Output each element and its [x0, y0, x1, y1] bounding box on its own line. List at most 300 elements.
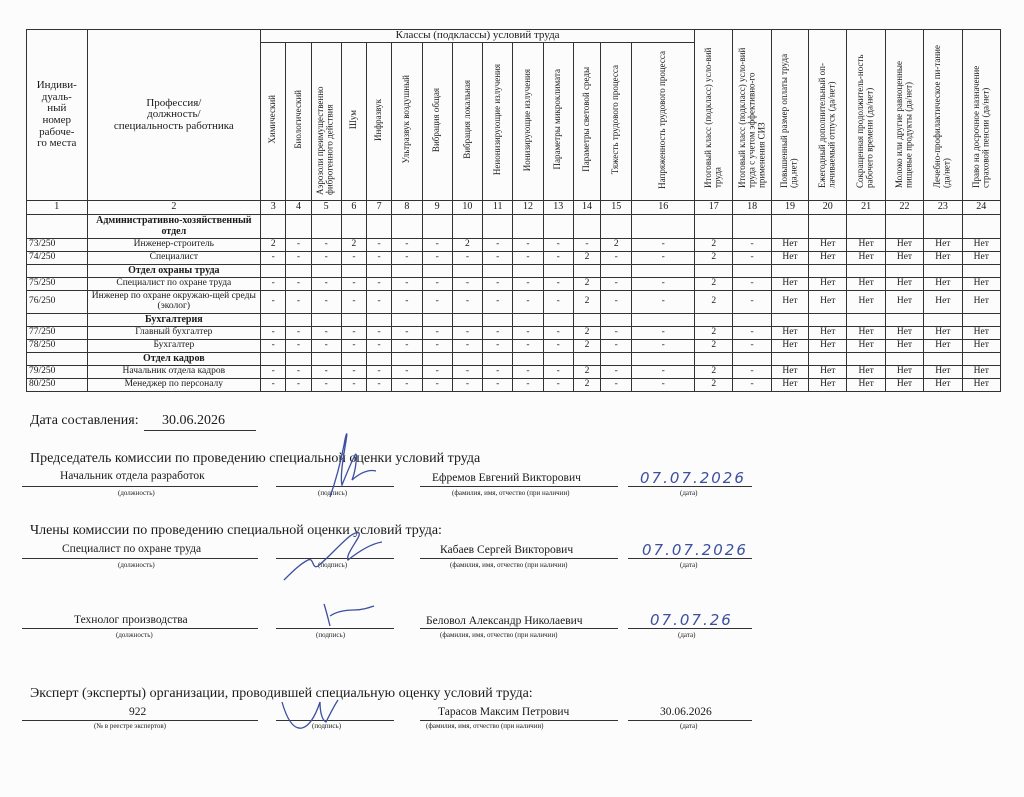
- department-name: Бухгалтерия: [87, 314, 261, 327]
- date-label: Дата составления:: [30, 413, 139, 428]
- table-cell: -: [733, 291, 771, 314]
- table-cell: -: [513, 252, 543, 265]
- table-cell: 2: [695, 366, 733, 379]
- cell-empty: [601, 314, 632, 327]
- table-cell: -: [392, 291, 422, 314]
- workplace-id: 79/250: [27, 366, 88, 379]
- cell-empty: [341, 215, 366, 239]
- table-cell: -: [601, 252, 632, 265]
- table-cell: -: [632, 366, 695, 379]
- chair-date-caption: (дата): [680, 489, 698, 497]
- column-number: 3: [261, 201, 286, 215]
- table-cell: -: [392, 239, 422, 252]
- cell-empty: [771, 314, 808, 327]
- table-cell: -: [543, 278, 573, 291]
- member2-name: Беловол Александр Николаевич: [426, 615, 583, 627]
- cell-empty: [422, 265, 452, 278]
- table-cell: 2: [573, 327, 600, 340]
- table-cell: -: [286, 340, 311, 353]
- table-row: [27, 239, 1001, 252]
- table-cell: Нет: [962, 291, 1001, 314]
- col-header-text: Неионизирующие излучения: [491, 64, 502, 176]
- table-cell: Нет: [809, 239, 847, 252]
- table-cell: 2: [573, 379, 600, 392]
- table-cell: -: [632, 379, 695, 392]
- cell-empty: [286, 314, 311, 327]
- table-cell: -: [483, 278, 513, 291]
- cell-empty: [513, 314, 543, 327]
- cell-empty: [573, 314, 600, 327]
- table-cell: -: [733, 239, 771, 252]
- expert-fio-caption: (фамилия, имя, отчество (при наличии): [426, 722, 544, 730]
- col-header-text: Лечебно-профилактическое пи-тание (да/нет): [932, 45, 952, 189]
- table-cell: -: [311, 327, 341, 340]
- cell-empty: [392, 265, 422, 278]
- table-cell: Нет: [885, 327, 923, 340]
- cell-empty: [261, 314, 286, 327]
- table-cell: -: [367, 327, 392, 340]
- col-header-text: Шум: [348, 110, 359, 130]
- cell-empty: [367, 353, 392, 366]
- cell-empty: [885, 353, 923, 366]
- table-cell: 2: [573, 366, 600, 379]
- col-header-text: Повышенный размер оплаты труда (да,нет): [779, 54, 799, 189]
- table-cell: Нет: [771, 291, 808, 314]
- table-cell: -: [483, 291, 513, 314]
- table-cell: -: [483, 252, 513, 265]
- members-title: Члены комиссии по проведению специальной оценки условий труда:: [30, 523, 442, 538]
- workplace-id: 76/250: [27, 291, 88, 314]
- cell-empty: [924, 353, 962, 366]
- column-number: 5: [311, 201, 341, 215]
- table-cell: -: [422, 252, 452, 265]
- table-cell: 2: [601, 239, 632, 252]
- cell-empty: [733, 314, 771, 327]
- table-row: [27, 252, 1001, 265]
- table-cell: -: [632, 278, 695, 291]
- col-header-15: [601, 43, 632, 201]
- table-cell: -: [483, 379, 513, 392]
- cell-empty: [847, 314, 885, 327]
- cell-empty: [632, 314, 695, 327]
- table-cell: -: [286, 379, 311, 392]
- cell-empty: [632, 265, 695, 278]
- expert-reg-no: 922: [129, 706, 147, 718]
- table-cell: -: [392, 366, 422, 379]
- table-cell: -: [543, 239, 573, 252]
- table-cell: Нет: [962, 379, 1001, 392]
- table-cell: -: [422, 366, 452, 379]
- cell-empty: [601, 215, 632, 239]
- col-header-23: [924, 30, 962, 201]
- table-cell: Нет: [847, 278, 885, 291]
- table-row: [27, 340, 1001, 353]
- table-cell: Нет: [809, 366, 847, 379]
- table-cell: -: [311, 252, 341, 265]
- table-cell: 2: [695, 327, 733, 340]
- cell-empty: [543, 314, 573, 327]
- member1-date-caption: (дата): [680, 561, 698, 569]
- cell-empty: [573, 265, 600, 278]
- table-cell: -: [286, 278, 311, 291]
- table-cell: -: [513, 239, 543, 252]
- column-number: 7: [367, 201, 392, 215]
- cell-empty: [392, 353, 422, 366]
- cell-empty: [809, 215, 847, 239]
- table-cell: 2: [695, 252, 733, 265]
- table-cell: -: [286, 239, 311, 252]
- col-header-8: [392, 43, 422, 201]
- chair-position: Начальник отдела разработок: [60, 470, 205, 482]
- cell-empty: [261, 353, 286, 366]
- col-header-text: Итоговый класс (подкласс) усло-вий труда: [703, 47, 723, 189]
- cell-empty: [286, 215, 311, 239]
- chair-title: Председатель комиссии по проведению специальной оценки условий труда: [30, 451, 481, 466]
- column-number: 1: [27, 201, 88, 215]
- table-cell: -: [392, 340, 422, 353]
- cell-empty: [452, 353, 482, 366]
- table-cell: 2: [695, 239, 733, 252]
- col-header-text: Молоко или другие равноценные пищевые продукты (да/нет): [893, 61, 914, 189]
- table-cell: -: [543, 252, 573, 265]
- col-header-17: [695, 30, 733, 201]
- table-cell: -: [483, 239, 513, 252]
- cell-empty: [483, 353, 513, 366]
- cell-empty: [924, 314, 962, 327]
- column-number: 10: [452, 201, 482, 215]
- cell-empty: [962, 265, 1001, 278]
- column-number: 13: [543, 201, 573, 215]
- column-number: 15: [601, 201, 632, 215]
- col-header-7: [367, 43, 392, 201]
- table-cell: -: [311, 278, 341, 291]
- col-header-4: [286, 43, 311, 201]
- cell-empty: [261, 215, 286, 239]
- table-cell: -: [367, 252, 392, 265]
- table-cell: Нет: [771, 239, 808, 252]
- cell-empty: [543, 265, 573, 278]
- expert-signature: [276, 694, 346, 736]
- cell-empty: [809, 314, 847, 327]
- cell-empty: [695, 314, 733, 327]
- profession-name: Бухгалтер: [87, 340, 261, 353]
- table-cell: -: [483, 340, 513, 353]
- table-cell: 2: [695, 340, 733, 353]
- table-cell: Нет: [809, 327, 847, 340]
- col-header-text: Параметры световой среды: [581, 67, 592, 173]
- col-header-text: Аэрозоли преимущественно фиброгенного действия: [315, 86, 336, 195]
- table-cell: -: [543, 366, 573, 379]
- table-cell: Нет: [962, 252, 1001, 265]
- col-header-text: Ультразвук воздушный: [401, 75, 412, 165]
- cell-empty: [422, 314, 452, 327]
- member2-signature-caption: (подпись): [316, 631, 346, 639]
- cell-empty: [601, 353, 632, 366]
- col-header-text: Вибрация общая: [431, 87, 442, 152]
- chair-name: Ефремов Евгений Викторович: [432, 472, 581, 484]
- table-cell: Нет: [771, 278, 808, 291]
- cell-empty: [452, 215, 482, 239]
- table-cell: -: [341, 366, 366, 379]
- table-cell: -: [341, 252, 366, 265]
- cell-empty: [733, 215, 771, 239]
- cell-empty: [632, 215, 695, 239]
- col-header-19: [771, 30, 808, 201]
- column-number: 4: [286, 201, 311, 215]
- column-number: 11: [483, 201, 513, 215]
- table-cell: Нет: [962, 366, 1001, 379]
- cell-empty: [573, 353, 600, 366]
- cell-empty: [695, 353, 733, 366]
- table-cell: -: [392, 379, 422, 392]
- profession-name: Менеджер по персоналу: [87, 379, 261, 392]
- table-cell: -: [367, 278, 392, 291]
- member1-signature: [278, 522, 388, 587]
- cell-empty: [924, 265, 962, 278]
- column-number: 24: [962, 201, 1001, 215]
- department-row: [27, 353, 1001, 366]
- cell-empty: [601, 265, 632, 278]
- profession-name: Специалист по охране труда: [87, 278, 261, 291]
- workplace-id: 80/250: [27, 379, 88, 392]
- column-number: 6: [341, 201, 366, 215]
- cell-empty: [885, 215, 923, 239]
- table-cell: -: [543, 327, 573, 340]
- table-cell: -: [261, 379, 286, 392]
- table-cell: -: [632, 291, 695, 314]
- table-cell: -: [601, 278, 632, 291]
- cell-empty: [962, 314, 1001, 327]
- cell-empty: [513, 353, 543, 366]
- col-header-13: [543, 43, 573, 201]
- cell-empty: [513, 215, 543, 239]
- table-cell: Нет: [771, 252, 808, 265]
- col-header-text: Итоговый класс (подкласс) усло-вий труда с учетом эффективно-го применения СИЗ: [736, 47, 766, 189]
- col-header-text: Тяжесть трудового процесса: [610, 65, 621, 175]
- table-cell: -: [733, 327, 771, 340]
- table-cell: -: [286, 366, 311, 379]
- table-cell: Нет: [885, 278, 923, 291]
- table-cell: -: [601, 340, 632, 353]
- date-value: 30.06.2026: [162, 413, 225, 428]
- table-cell: -: [601, 366, 632, 379]
- cell-empty: [771, 215, 808, 239]
- table-cell: -: [452, 366, 482, 379]
- col-header-24: [962, 30, 1001, 201]
- member2-position: Технолог производства: [74, 614, 188, 626]
- table-cell: -: [422, 239, 452, 252]
- table-cell: Нет: [885, 340, 923, 353]
- table-cell: 2: [452, 239, 482, 252]
- member1-position: Специалист по охране труда: [62, 543, 202, 555]
- expert-reg-caption: (№ в реестре экспертов): [94, 722, 167, 730]
- table-cell: -: [543, 340, 573, 353]
- chair-date-handwritten: 07.07.2026: [640, 469, 746, 487]
- cell-empty: [733, 353, 771, 366]
- table-cell: -: [601, 327, 632, 340]
- table-cell: 2: [695, 278, 733, 291]
- col-header-21: [847, 30, 885, 201]
- cell-empty: [543, 353, 573, 366]
- chair-position-caption: (должность): [118, 489, 155, 497]
- member2-date-caption: (дата): [678, 631, 696, 639]
- sout-summary-table: [26, 29, 1001, 392]
- cell-empty: [311, 314, 341, 327]
- table-cell: -: [422, 327, 452, 340]
- table-cell: -: [311, 340, 341, 353]
- col-header-text: Напряженность трудового процесса: [657, 50, 668, 189]
- table-row: [27, 327, 1001, 340]
- table-cell: Нет: [962, 239, 1001, 252]
- cell-empty: [771, 353, 808, 366]
- table-cell: -: [452, 379, 482, 392]
- table-cell: Нет: [962, 278, 1001, 291]
- table-cell: -: [367, 340, 392, 353]
- table-cell: -: [341, 278, 366, 291]
- column-number: 12: [513, 201, 543, 215]
- table-cell: -: [261, 366, 286, 379]
- chair-fio-caption: (фамилия, имя, отчество (при наличии): [452, 489, 570, 497]
- department-name: Отдел кадров: [87, 353, 261, 366]
- table-cell: Нет: [885, 379, 923, 392]
- table-cell: 2: [695, 379, 733, 392]
- col-header-20: [809, 30, 847, 201]
- cell-empty: [286, 353, 311, 366]
- table-cell: -: [367, 291, 392, 314]
- workplace-id: 77/250: [27, 327, 88, 340]
- cell-empty: [392, 314, 422, 327]
- table-cell: -: [261, 327, 286, 340]
- column-number: 23: [924, 201, 962, 215]
- member1-position-caption: (должность): [118, 561, 155, 569]
- cell-empty: [261, 265, 286, 278]
- table-cell: -: [452, 291, 482, 314]
- table-cell: -: [632, 252, 695, 265]
- col-header-18: [733, 30, 771, 201]
- column-number: 16: [632, 201, 695, 215]
- col-header-text: Инфразвук: [373, 98, 384, 141]
- cell-empty: [422, 215, 452, 239]
- table-cell: -: [733, 278, 771, 291]
- table-cell: -: [311, 379, 341, 392]
- workplace-id: 73/250: [27, 239, 88, 252]
- column-number: 17: [695, 201, 733, 215]
- col-header-profession: Профессия/ должность/ специальность работника: [87, 30, 261, 201]
- col-header-6: [341, 43, 366, 201]
- chair-signature: [300, 425, 380, 500]
- cell-empty: [632, 353, 695, 366]
- table-cell: Нет: [771, 366, 808, 379]
- table-cell: Нет: [771, 379, 808, 392]
- cell-empty: [809, 353, 847, 366]
- col-header-16: [632, 43, 695, 201]
- table-cell: -: [392, 327, 422, 340]
- table-cell: -: [367, 366, 392, 379]
- cell-empty: [367, 215, 392, 239]
- table-cell: -: [452, 327, 482, 340]
- table-cell: -: [513, 340, 543, 353]
- member1-date-handwritten: 07.07.2026: [642, 541, 748, 559]
- table-cell: -: [513, 366, 543, 379]
- date-underline: [144, 430, 256, 431]
- table-cell: -: [483, 327, 513, 340]
- cell-empty: [962, 353, 1001, 366]
- col-header-9: [422, 43, 452, 201]
- table-cell: -: [311, 291, 341, 314]
- table-cell: 2: [573, 291, 600, 314]
- cell-empty: [885, 265, 923, 278]
- column-number: 20: [809, 201, 847, 215]
- table-cell: 2: [573, 252, 600, 265]
- table-cell: -: [632, 340, 695, 353]
- table-cell: Нет: [847, 252, 885, 265]
- table-cell: Нет: [809, 278, 847, 291]
- member2-position-caption: (должность): [116, 631, 153, 639]
- table-cell: Нет: [847, 239, 885, 252]
- table-cell: -: [513, 327, 543, 340]
- table-row: [27, 278, 1001, 291]
- col-header-text: Вибрация локальная: [461, 80, 472, 160]
- column-number: 21: [847, 201, 885, 215]
- table-cell: Нет: [924, 327, 962, 340]
- table-cell: -: [733, 252, 771, 265]
- col-header-10: [452, 43, 482, 201]
- expert-date: 30.06.2026: [660, 706, 712, 718]
- expert-name: Тарасов Максим Петрович: [438, 706, 570, 718]
- cell-empty: [367, 265, 392, 278]
- cell-empty: [733, 265, 771, 278]
- table-cell: -: [311, 366, 341, 379]
- table-cell: Нет: [847, 291, 885, 314]
- col-header-id: Индиви- дуаль- ный номер рабоче- го места: [27, 30, 88, 201]
- profession-name: Инженер-строитель: [87, 239, 261, 252]
- table-cell: Нет: [885, 366, 923, 379]
- cell-empty: [311, 215, 341, 239]
- table-cell: -: [341, 340, 366, 353]
- member2-fio-caption: (фамилия, имя, отчество (при наличии): [440, 631, 558, 639]
- table-cell: -: [392, 252, 422, 265]
- cell-empty: [513, 265, 543, 278]
- table-cell: 2: [573, 340, 600, 353]
- cell-empty: [452, 265, 482, 278]
- table-cell: -: [286, 252, 311, 265]
- column-number: 14: [573, 201, 600, 215]
- table-cell: Нет: [847, 340, 885, 353]
- table-cell: -: [733, 366, 771, 379]
- expert-signature-caption: (подпись): [312, 722, 342, 730]
- table-cell: -: [452, 252, 482, 265]
- classes-title: Классы (подклассы) условий труда: [261, 30, 695, 43]
- table-cell: Нет: [847, 327, 885, 340]
- table-cell: Нет: [847, 379, 885, 392]
- workplace-id: 78/250: [27, 340, 88, 353]
- cell-empty: [341, 314, 366, 327]
- col-header-12: [513, 43, 543, 201]
- cell-empty: [483, 215, 513, 239]
- table-cell: -: [261, 291, 286, 314]
- col-header-text: Химический: [267, 95, 278, 145]
- cell-empty: [483, 314, 513, 327]
- cell-empty: [847, 265, 885, 278]
- table-cell: Нет: [924, 366, 962, 379]
- column-number: 9: [422, 201, 452, 215]
- table-cell: -: [632, 239, 695, 252]
- table-cell: -: [341, 327, 366, 340]
- table-cell: -: [601, 291, 632, 314]
- table-cell: Нет: [924, 252, 962, 265]
- table-cell: Нет: [809, 379, 847, 392]
- cell-empty: [367, 314, 392, 327]
